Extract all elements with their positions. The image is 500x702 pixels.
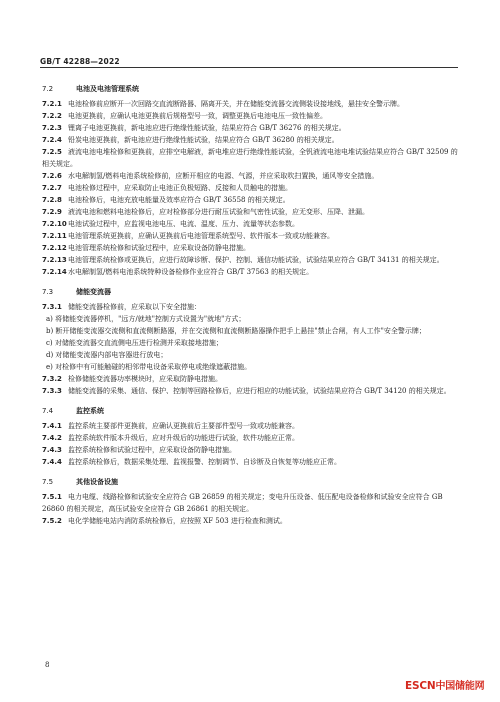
clause-text: 监控系统检修和试验过程中，应采取设备防静电措施。 <box>68 446 236 454</box>
clause-text: 液流电池和燃料电池检修后，应对检修部分进行耐压试验和气密性试验，应无变形、压降、泄漏。 <box>68 208 369 216</box>
clause-text: 电池检修前应断开一次回路交直流断路器、隔离开关，并在储能变流器交流侧装设接地线，悬挂安全警示牌。 <box>68 100 404 108</box>
clause-text: 储能变流器的采集、通信、保护、控制等回路检修后，应进行相应的功能试验，试验结果应符合 GB/T 34120 的相关规定。 <box>68 387 451 395</box>
clause-number: 7.4.2 <box>42 434 62 442</box>
section-number: 7.5 <box>42 478 54 486</box>
page-number: 8 <box>45 661 50 669</box>
clause <box>42 134 458 146</box>
clause-number: 7.2.2 <box>42 112 62 120</box>
logo-latin-text: ESCN <box>405 680 436 692</box>
logo-chinese-text: 中国储能网 <box>435 681 485 692</box>
section-title: 电池及电池管理系统 <box>76 85 139 93</box>
clause <box>42 432 458 444</box>
clause <box>42 491 458 515</box>
list-item: d) 对储能变流器内部电容器进行放电； <box>46 351 168 359</box>
clause-number: 7.2.1 <box>42 100 62 108</box>
list-item: b) 断开储能变流器交流侧和直流侧断路器，并在交流侧和直流侧断路器操作把手上悬挂"禁止合闸，有人工作"安全警示牌； <box>46 327 426 335</box>
clause-text: 电池管理系统检修或更换后，应进行故障诊断、保护、控制、通信功能试验，试验结果应符合 GB/T 34131 的相关规定。 <box>68 256 444 264</box>
clause <box>42 254 458 266</box>
clause-number: 7.4.4 <box>42 458 62 466</box>
clause <box>42 444 458 456</box>
clause-text: 电力电缆、线路检修和试验安全应符合 GB 26859 的相关规定；变电升压设备、低压配电设备检修和试验安全应符合 GB 26860 的相关规定，高压试验安全应符合 GB 26861 的相关规定。 <box>42 493 443 513</box>
clause-number: 7.2.8 <box>42 196 62 204</box>
clause <box>42 122 458 134</box>
clause <box>42 242 458 254</box>
clause <box>42 420 458 432</box>
clause-text: 电化学储能电站内消防系统检修后，应按照 XF 503 进行检查和测试。 <box>68 517 287 525</box>
clause-number: 7.2.3 <box>42 124 62 132</box>
clause-text: 监控系统软件版本升级后，应对升级后的功能进行试验，软件功能应正常。 <box>68 434 299 442</box>
clause-number: 7.5.1 <box>42 493 62 501</box>
clause <box>42 373 458 385</box>
clause-number: 7.4.1 <box>42 422 62 430</box>
clause-number: 7.5.2 <box>42 517 62 525</box>
clause <box>42 230 458 242</box>
list-item: a) 将储能变流器停机，"远方/就地"控制方式设置为"就地"方式； <box>46 315 246 323</box>
clause <box>42 301 458 313</box>
clause-number: 7.2.4 <box>42 136 62 144</box>
clause-text: 铅炭电池更换前，新电池应进行绝缘性能试验，结果应符合 GB/T 36280 的相关规定。 <box>68 136 339 144</box>
clause-text: 检修储能变流器功率模块时，应采取防静电措施。 <box>68 375 222 383</box>
clause-text: 电池管理系统更换前，应确认更换前后电池管理系统型号、软件版本一致或功能兼容。 <box>68 232 334 240</box>
clause-text: 水电解制氢/燃料电池系统特种设备检修作业应符合 GB/T 37563 的相关规定。 <box>68 268 314 276</box>
clause-text: 储能变流器检修前，应采取以下安全措施： <box>68 303 201 311</box>
clause-number: 7.2.13 <box>42 256 67 264</box>
clause-text: 电池试验过程中，应监视电池电压、电流、温度、压力、流量等状态参数。 <box>68 220 299 228</box>
escn-logo <box>405 677 484 692</box>
clause-number: 7.2.7 <box>42 184 62 192</box>
clause-text: 电池更换前，应确认电池更换前后规格型号一致，调整更换后电池电压一致性偏差。 <box>68 112 327 120</box>
clause <box>42 266 458 278</box>
section-heading <box>42 476 458 488</box>
clause-number: 7.3.2 <box>42 375 62 383</box>
clause-number: 7.2.5 <box>42 148 62 156</box>
clause-number: 7.3.1 <box>42 303 62 311</box>
section-heading <box>42 83 458 95</box>
clause-text: 电池检修后，电池充放电能量及效率应符合 GB/T 36558 的相关规定。 <box>68 196 290 204</box>
clause-number: 7.2.14 <box>42 268 67 276</box>
clause-text: 水电解制氢/燃料电池系统检修前，应断开相应的电源、气源，并应采取吹扫置换，通风等安全措施。 <box>68 172 379 180</box>
list-item: e) 对检修中有可能触碰的相邻带电设备采取停电或绝缘遮蔽措施。 <box>46 363 252 371</box>
section-heading <box>42 405 458 417</box>
clause <box>42 456 458 468</box>
clause <box>42 515 458 527</box>
clause-number: 7.4.3 <box>42 446 62 454</box>
section-number: 7.3 <box>42 288 54 296</box>
clause-number: 7.2.6 <box>42 172 62 180</box>
clause-number: 7.3.3 <box>42 387 62 395</box>
clause-text: 电池检修过程中，应采取防止电池正负极短路、反接和人员触电的措施。 <box>68 184 292 192</box>
clause <box>42 206 458 218</box>
section-title: 储能变流器 <box>76 288 111 296</box>
clause <box>42 194 458 206</box>
standard-id-header: GB/T 42288—2022 <box>40 57 120 66</box>
clause-number: 7.2.10 <box>42 220 67 228</box>
clause-text: 监控系统检修后，数据采集处理、监视报警、控制调节、自诊断及自恢复等功能应正常。 <box>68 458 341 466</box>
document-body <box>42 83 458 527</box>
list-item: c) 对储能变流器交直流侧电压进行检测并采取接地措施； <box>46 339 223 347</box>
clause-text: 液流电池电堆检修和更换前，应排空电解液，新电堆应进行绝缘性能试验，全钒液流电池电堆试验结果应符合 GB/T 32509 的相关规定。 <box>42 148 458 168</box>
clause-text: 锂离子电池更换前，新电池应进行绝缘性能试验，结果应符合 GB/T 36276 的相关规定。 <box>68 124 346 132</box>
clause <box>42 218 458 230</box>
clause <box>42 146 458 170</box>
section-number: 7.4 <box>42 407 54 415</box>
section-heading <box>42 286 458 298</box>
clause-text: 电池管理系统检修和试验过程中，应采取设备防静电措施。 <box>68 244 250 252</box>
clause-number: 7.2.12 <box>42 244 67 252</box>
clause-number: 7.2.9 <box>42 208 62 216</box>
clause-text: 监控系统主要部件更换前，应确认更换前后主要部件型号一致或功能兼容。 <box>68 422 299 430</box>
section-title: 监控系统 <box>76 407 104 415</box>
clause <box>42 170 458 182</box>
clause <box>42 385 458 397</box>
header-rule <box>40 67 458 68</box>
clause-number: 7.2.11 <box>42 232 67 240</box>
clause <box>42 110 458 122</box>
clause <box>42 98 458 110</box>
section-number: 7.2 <box>42 85 54 93</box>
section-title: 其他设备设施 <box>76 478 118 486</box>
clause <box>42 182 458 194</box>
